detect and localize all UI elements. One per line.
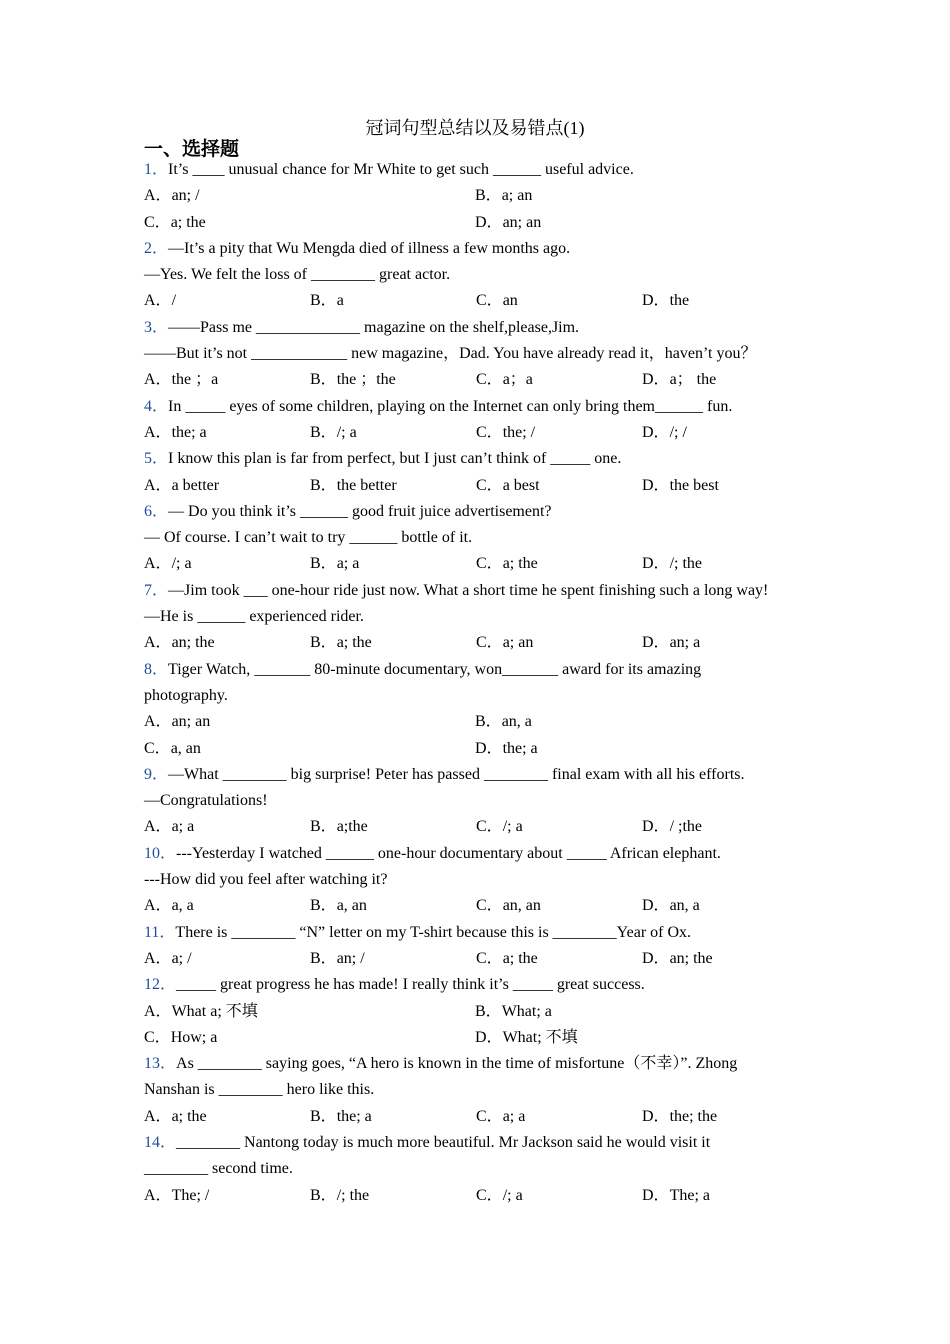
option-text: a; the xyxy=(336,634,372,652)
option-letter: C． xyxy=(476,949,503,967)
option-letter: A． xyxy=(144,1186,172,1204)
option-letter: D． xyxy=(642,1107,670,1125)
option-text: an, an xyxy=(502,897,541,915)
question-stem xyxy=(144,315,814,341)
option-a[interactable] xyxy=(144,1104,310,1130)
question-stem xyxy=(144,841,814,867)
option-text: a; the xyxy=(502,555,538,573)
option-letter: B． xyxy=(310,897,337,915)
option-text: What; 不填 xyxy=(502,1028,578,1046)
option-letter: D． xyxy=(642,818,670,836)
question-number: 8． xyxy=(144,660,169,678)
option-letter: B． xyxy=(310,423,337,441)
option-letter: C． xyxy=(144,1028,171,1046)
option-letter: A． xyxy=(144,187,172,205)
option-text: a; the xyxy=(171,1107,207,1125)
option-letter: A． xyxy=(144,423,172,441)
option-text: a, an xyxy=(336,897,367,915)
question-item xyxy=(144,578,814,657)
option-b[interactable] xyxy=(310,473,476,499)
question-number: 10． xyxy=(144,844,177,862)
option-text: the; a xyxy=(336,1107,372,1125)
question-stem-continued xyxy=(144,262,814,288)
question-stem xyxy=(144,920,814,946)
option-text: an; / xyxy=(171,187,200,205)
option-text: /; a xyxy=(502,1186,523,1204)
option-b[interactable] xyxy=(310,367,476,393)
question-stem xyxy=(144,657,814,683)
question-stem xyxy=(144,157,814,183)
option-text: a, an xyxy=(170,739,201,757)
option-c[interactable] xyxy=(476,630,642,656)
question-number: 12． xyxy=(144,976,177,994)
question-text: It’s ____ unusual chance for Mr White to get such ______ useful advice. xyxy=(168,161,634,178)
question-item xyxy=(144,657,814,762)
option-letter: B． xyxy=(475,187,502,205)
options-row xyxy=(144,1025,814,1051)
option-text: /; the xyxy=(336,1186,370,1204)
option-d[interactable] xyxy=(642,288,808,314)
option-b[interactable] xyxy=(310,893,476,919)
option-text: a best xyxy=(502,476,540,494)
option-d[interactable] xyxy=(642,367,808,393)
option-text: a； the xyxy=(669,371,717,389)
option-text: an; an xyxy=(171,713,211,731)
option-c[interactable] xyxy=(144,210,475,236)
option-letter: B． xyxy=(310,818,337,836)
question-stem xyxy=(144,446,814,472)
options-row xyxy=(144,630,814,656)
option-text: an, a xyxy=(501,713,532,731)
option-letter: B． xyxy=(310,476,337,494)
option-letter: B． xyxy=(310,555,337,573)
question-item xyxy=(144,1051,814,1130)
option-letter: C． xyxy=(476,1186,503,1204)
option-letter: C． xyxy=(476,818,503,836)
question-text: ________ second time. xyxy=(144,1160,293,1178)
option-text: /; a xyxy=(336,423,357,441)
option-text: an; an xyxy=(502,213,542,231)
question-stem-continued xyxy=(144,867,814,893)
option-text: an; the xyxy=(669,949,713,967)
option-text: a, a xyxy=(171,897,194,915)
option-b[interactable] xyxy=(310,630,476,656)
option-letter: D． xyxy=(642,423,670,441)
option-letter: D． xyxy=(642,371,670,389)
option-text: the; a xyxy=(171,423,207,441)
option-b[interactable] xyxy=(310,551,476,577)
option-b[interactable] xyxy=(310,420,476,446)
option-text: The; a xyxy=(669,1186,710,1204)
option-b[interactable] xyxy=(310,814,476,840)
option-text: an; / xyxy=(336,949,365,967)
option-text: the best xyxy=(669,476,719,494)
option-text: a xyxy=(336,292,344,310)
option-text: a; an xyxy=(501,187,533,205)
question-text: ________ Nantong today is much more beautiful. Mr Jackson said he would visit it xyxy=(176,1133,711,1151)
option-a[interactable] xyxy=(144,551,310,577)
options-row xyxy=(144,420,814,446)
question-text: Tiger Watch, _______ 80-minute documentary, won_______ award for its amazing xyxy=(168,660,702,678)
question-list xyxy=(144,157,814,1209)
option-text: /; the xyxy=(669,555,702,573)
option-letter: D． xyxy=(642,476,670,494)
options-row xyxy=(144,210,814,236)
option-letter: C． xyxy=(144,213,171,231)
option-text: an; a xyxy=(669,634,701,652)
option-a[interactable] xyxy=(144,893,310,919)
option-text: the ；a xyxy=(171,371,219,389)
option-text: a;the xyxy=(336,818,368,836)
question-text: ---Yesterday I watched ______ one-hour documentary about _____ African elephant. xyxy=(176,844,721,862)
question-text: —What ________ big surprise! Peter has passed ________ final exam with all his efforts. xyxy=(168,765,745,783)
option-text: How; a xyxy=(170,1028,218,1046)
option-b[interactable] xyxy=(310,1104,476,1130)
option-letter: B． xyxy=(310,634,337,652)
option-letter: C． xyxy=(476,292,503,310)
question-text: —It’s a pity that Wu Mengda died of illness a few months ago. xyxy=(168,239,571,257)
option-letter: D． xyxy=(642,949,670,967)
question-number: 3． xyxy=(144,318,169,336)
option-b[interactable] xyxy=(310,1183,476,1209)
option-a[interactable] xyxy=(144,1183,310,1209)
option-text: /; a xyxy=(171,555,192,573)
option-letter: D． xyxy=(642,897,670,915)
option-text: a; the xyxy=(502,949,538,967)
question-item xyxy=(144,762,814,841)
options-row xyxy=(144,288,814,314)
option-text: the; a xyxy=(502,739,538,757)
question-stem xyxy=(144,762,814,788)
question-stem-continued xyxy=(144,683,814,709)
question-text: —Congratulations! xyxy=(144,792,268,810)
option-d[interactable] xyxy=(642,814,808,840)
options-row xyxy=(144,551,814,577)
option-d[interactable] xyxy=(475,736,806,762)
option-text: The; / xyxy=(171,1186,210,1204)
option-d[interactable] xyxy=(642,551,808,577)
option-text: a; a xyxy=(502,1107,526,1125)
option-text: the better xyxy=(336,476,397,494)
option-a[interactable] xyxy=(144,473,310,499)
option-letter: A． xyxy=(144,713,172,731)
option-letter: C． xyxy=(476,897,503,915)
options-row xyxy=(144,183,814,209)
option-b[interactable] xyxy=(475,183,806,209)
question-stem-continued xyxy=(144,1156,814,1182)
question-stem xyxy=(144,394,814,420)
option-letter: C． xyxy=(476,555,503,573)
question-text: —Jim took ___ one-hour ride just now. What a short time he spent finishing such a long way! xyxy=(168,581,769,599)
question-item xyxy=(144,841,814,920)
option-d[interactable] xyxy=(475,1025,806,1051)
option-letter: D． xyxy=(475,1028,503,1046)
option-a[interactable] xyxy=(144,999,475,1025)
option-d[interactable] xyxy=(642,893,808,919)
option-c[interactable] xyxy=(476,1104,642,1130)
option-a[interactable] xyxy=(144,630,310,656)
option-letter: C． xyxy=(476,371,503,389)
section-heading: 一、选择题 xyxy=(144,139,240,160)
question-item xyxy=(144,972,814,1051)
question-item xyxy=(144,394,814,447)
option-text: What a; 不填 xyxy=(171,1002,258,1020)
option-c[interactable] xyxy=(476,814,642,840)
options-row xyxy=(144,999,814,1025)
option-text: the; the xyxy=(669,1107,718,1125)
option-b[interactable] xyxy=(475,709,806,735)
options-row xyxy=(144,1104,814,1130)
question-item xyxy=(144,157,814,236)
option-d[interactable] xyxy=(475,210,806,236)
option-letter: B． xyxy=(310,292,337,310)
option-letter: D． xyxy=(475,739,503,757)
option-letter: C． xyxy=(476,634,503,652)
option-letter: B． xyxy=(310,1107,337,1125)
option-text: the xyxy=(669,292,690,310)
option-text: /; a xyxy=(502,818,523,836)
option-letter: B． xyxy=(310,949,337,967)
option-b[interactable] xyxy=(310,946,476,972)
options-row xyxy=(144,473,814,499)
question-number: 14． xyxy=(144,1133,177,1151)
option-d[interactable] xyxy=(642,1104,808,1130)
question-stem xyxy=(144,236,814,262)
option-d[interactable] xyxy=(642,420,808,446)
option-b[interactable] xyxy=(310,288,476,314)
question-stem xyxy=(144,1130,814,1156)
options-row xyxy=(144,736,814,762)
question-text: There is ________ “N” letter on my T-shirt because this is ________Year of Ox. xyxy=(175,923,692,941)
option-a[interactable] xyxy=(144,709,475,735)
question-item xyxy=(144,236,814,315)
option-letter: B． xyxy=(310,371,337,389)
option-letter: A． xyxy=(144,292,172,310)
option-text: an, a xyxy=(669,897,700,915)
options-row xyxy=(144,893,814,919)
option-c[interactable] xyxy=(476,551,642,577)
question-text: As ________ saying goes, “A hero is known in the time of misfortune（不幸）”. Zhong xyxy=(176,1055,738,1073)
option-c[interactable] xyxy=(476,288,642,314)
option-a[interactable] xyxy=(144,288,310,314)
question-number: 7． xyxy=(144,581,169,599)
option-text: a; a xyxy=(336,555,360,573)
question-number: 5． xyxy=(144,450,169,468)
question-stem-continued xyxy=(144,341,814,367)
page-title: 冠词句型总结以及易错点(1) xyxy=(365,118,585,138)
option-d[interactable] xyxy=(642,473,808,499)
question-text: Nanshan is ________ hero like this. xyxy=(144,1081,375,1099)
option-b[interactable] xyxy=(475,999,806,1025)
option-text: a；a xyxy=(502,371,533,389)
option-text: / ;the xyxy=(669,818,702,836)
question-stem-continued xyxy=(144,1077,814,1103)
option-letter: A． xyxy=(144,897,172,915)
question-text: _____ great progress he has made! I really think it’s _____ great success. xyxy=(176,976,645,994)
option-a[interactable] xyxy=(144,420,310,446)
question-item xyxy=(144,315,814,394)
option-letter: C． xyxy=(144,739,171,757)
question-item xyxy=(144,920,814,973)
question-text: In _____ eyes of some children, playing on the Internet can only bring them______ fun. xyxy=(168,397,733,415)
option-letter: C． xyxy=(476,423,503,441)
option-text: the; / xyxy=(502,423,536,441)
options-row xyxy=(144,946,814,972)
question-text: — Of course. I can’t wait to try ______ bottle of it. xyxy=(144,529,473,547)
option-text: a better xyxy=(171,476,220,494)
options-row xyxy=(144,709,814,735)
option-letter: A． xyxy=(144,818,172,836)
option-letter: A． xyxy=(144,1107,172,1125)
question-number: 2． xyxy=(144,239,169,257)
option-text: an xyxy=(502,292,518,310)
question-item xyxy=(144,499,814,578)
options-row xyxy=(144,367,814,393)
question-number: 13． xyxy=(144,1055,177,1073)
option-letter: A． xyxy=(144,476,172,494)
option-letter: C． xyxy=(476,476,503,494)
question-stem xyxy=(144,578,814,604)
option-c[interactable] xyxy=(476,473,642,499)
option-c[interactable] xyxy=(476,893,642,919)
question-stem xyxy=(144,499,814,525)
option-text: the ；the xyxy=(336,371,396,389)
option-letter: A． xyxy=(144,371,172,389)
option-letter: C． xyxy=(476,1107,503,1125)
question-text: —Yes. We felt the loss of ________ great actor. xyxy=(144,266,451,284)
option-text: a; a xyxy=(171,818,195,836)
option-text: / xyxy=(171,292,177,310)
options-row xyxy=(144,814,814,840)
option-c[interactable] xyxy=(476,420,642,446)
option-letter: B． xyxy=(475,713,502,731)
option-d[interactable] xyxy=(642,1183,808,1209)
option-c[interactable] xyxy=(476,367,642,393)
option-c[interactable] xyxy=(476,1183,642,1209)
option-text: a; / xyxy=(171,949,192,967)
question-text: I know this plan is far from perfect, but I just can’t think of _____ one. xyxy=(168,450,622,468)
question-number: 11． xyxy=(144,923,176,941)
option-text: What; a xyxy=(501,1002,552,1020)
option-d[interactable] xyxy=(642,946,808,972)
option-letter: A． xyxy=(144,1002,172,1020)
option-d[interactable] xyxy=(642,630,808,656)
option-c[interactable] xyxy=(476,946,642,972)
question-text: — Do you think it’s ______ good fruit juice advertisement? xyxy=(168,502,552,520)
option-text: an; the xyxy=(171,634,215,652)
option-letter: A． xyxy=(144,634,172,652)
question-stem-continued xyxy=(144,525,814,551)
option-text: a; an xyxy=(502,634,534,652)
option-text: /; / xyxy=(669,423,687,441)
question-stem-continued xyxy=(144,788,814,814)
question-text: photography. xyxy=(144,686,228,704)
option-letter: D． xyxy=(642,555,670,573)
question-number: 9． xyxy=(144,765,169,783)
question-item xyxy=(144,1130,814,1209)
question-text: ——But it’s not ____________ new magazine，Dad. You have already read it，haven’t you？ xyxy=(144,345,757,363)
option-letter: A． xyxy=(144,555,172,573)
question-text: ---How did you feel after watching it? xyxy=(144,871,388,889)
question-number: 1． xyxy=(144,161,169,178)
option-letter: D． xyxy=(475,213,503,231)
option-c[interactable] xyxy=(144,736,475,762)
question-text: —He is ______ experienced rider. xyxy=(144,608,364,626)
question-stem xyxy=(144,1051,814,1077)
option-a[interactable] xyxy=(144,367,310,393)
option-text: a; the xyxy=(170,213,206,231)
option-a[interactable] xyxy=(144,946,310,972)
option-a[interactable] xyxy=(144,814,310,840)
option-letter: B． xyxy=(310,1186,337,1204)
question-number: 4． xyxy=(144,397,169,415)
question-text: ——Pass me _____________ magazine on the shelf,please,Jim. xyxy=(168,318,580,336)
option-letter: D． xyxy=(642,634,670,652)
option-letter: D． xyxy=(642,1186,670,1204)
option-c[interactable] xyxy=(144,1025,475,1051)
question-stem xyxy=(144,972,814,998)
options-row xyxy=(144,1183,814,1209)
question-number: 6． xyxy=(144,502,169,520)
option-a[interactable] xyxy=(144,183,475,209)
option-letter: A． xyxy=(144,949,172,967)
option-letter: D． xyxy=(642,292,670,310)
option-letter: B． xyxy=(475,1002,502,1020)
question-stem-continued xyxy=(144,604,814,630)
question-item xyxy=(144,446,814,499)
